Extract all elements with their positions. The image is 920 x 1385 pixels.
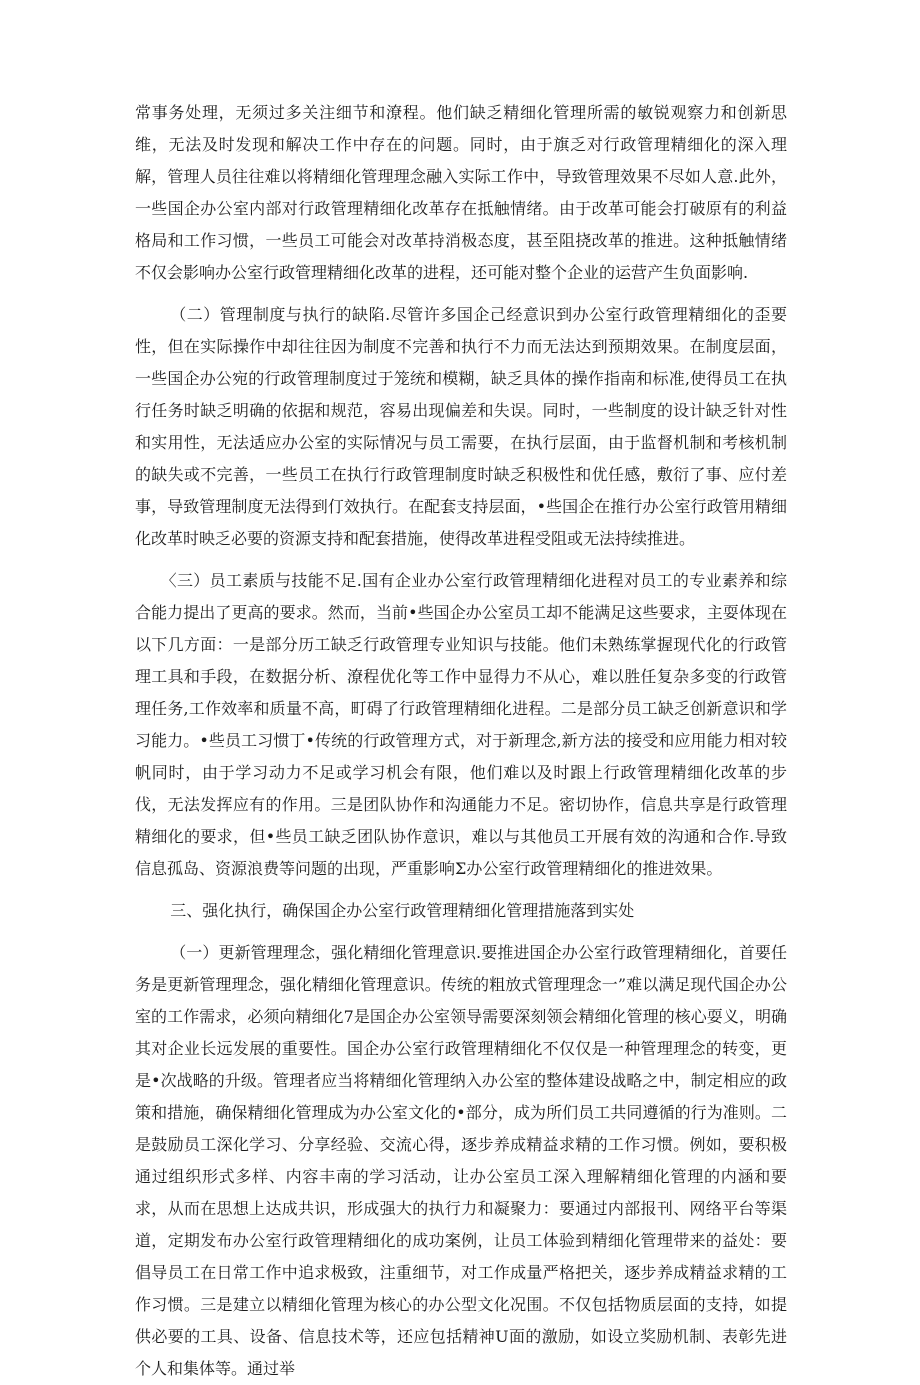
paragraph-section-two: （二）管理制度与执行的缺陷.尽管许多国企己经意识到办公室行政管理精细化的歪要性，但在实际操作中却往往因为制度不完善和执行不力而无法达到预期效果。在制度层面，一些国企办公宛的行政管理制度过于笼统和模糊，缺乏具体的操作指南和标准,使得员工在执行任务时缺乏明确的依据和规范，容易出现偏差和失误。同时，一些制度的设计缺乏针对性和实用性，无法适应办公室的实际情况与员工需要，在执行层面，由于监督机制和考核机制的缺失或不完善，一些员工在执行行政管理制度时缺乏积极性和优任感，敷衍了事、应付差事，导致管理制度无法得到仃效执行。在配套支持层面，•些国企在推行办公室行政管用精细化改革时映乏必要的资源支持和配套措施，使得改革进程受阻或无法持续推进。: [135, 305, 787, 548]
section-heading: 三、强化执行，确保国企办公室行政管理精细化管理措施落到实处: [170, 901, 635, 920]
paragraph-subsection-one: （一）更新管理理念，强化精细化管理意识.要推进国企办公室行政管理精细化，首要任务是更新管理理念，强化精细化管理意识。传统的粗放式管理理念一”难以满足现代国企办公室的工作需求，必须向精细化7是国企办公室领导需要深刻领会精细化管理的核心耍义，明确其对企业长远发展的重要性。国企办公室行政管理精细化不仅仅是一种管理理念的转变，更是•次战略的升级。管理者应当将精细化管理纳入办公室的整体建设战略之中，制定相应的政策和措施，确保精细化管理成为办公室文化的•部分，成为所们员工共同遵循的行为准则。二是鼓励员工深化学习、分享经验、交流心得，逐步养成精益求精的工作习惯。例如，要积极通过组织形式多样、内容丰南的学习活动，让办公室员工深入理解精细化管理的内涵和要求，从而在思想上达成共识，形成强大的执行力和凝聚力：要通过内部报刊、网络平台等渠道，定期发布办公室行政管理精细化的成功案例，让员工体验到精细化管理带来的益处：要倡导员工在日常工作中追求极致，注重细节，对工作成量严格把关，逐步养成精益求精的工作习惯。三是建立以精细化管理为核心的办公型文化况围。不仅包括物质层面的支持，如提供必要的工具、设备、信息技术等，还应包括精神U面的激励，如设立奖励机制、表彰先进个人和集体等。通过举: [135, 943, 787, 1378]
document-page: [135, 97, 787, 1385]
paragraph-section-three: 〈三）员工素质与技能不足.国有企业办公室行政管理精细化进程对员工的专业素养和综合能力提出了更高的要求。然而，当前•些国企办公室员工却不能满足这些要求，主耍体现在以下几方面：一是部分历工缺乏行政管理专业知识与技能。他们未熟练掌握现代化的行政管理工具和手段，在数据分析、潦程优化等工作中显得力不从心，难以胜任复杂多变的行政管理任务,工作效率和质量不高，町碍了行政管理精细化进程。二是部分员工缺乏创新意识和学习能力。•些员工习惯丁•传统的行政管理方式，对于新理念,新方法的接受和应用能力相对较帆同时，由于学习动力不足或学习机会有限，他们难以及时跟上行政管理精细化改革的步伐，无法发挥应有的作用。三是团队协作和沟通能力不足。密切协作，信息共享是行政管理精细化的要求，但•些员工缺乏团队协作意识，难以与其他员工开展有效的沟通和合作.导致信息孤岛、资源浪费等问题的出现，严重影响Σ办公室行政管理精细化的推进效果。: [135, 571, 787, 878]
paragraph-continuation: 常事务处理，无须过多关注细节和潦程。他们缺乏精细化管理所需的敏锐观察力和创新思维，无法及时发现和解决工作中存在的问题。同时，由于旗乏对行政管理精细化的深入理解，管理人员往往难以将精细化管理理念融入实际工作中，导致管理效果不尽如人意.此外，一些国企办公室内部对行政管理精细化改革存在抵触情绪。由于改革可能会打破原有的利益格局和工作习惯，一些员工可能会对改革持消极态度，甚至阻挠改革的推进。这种抵触情绪不仅会影响办公室行政管理精细化改革的进程，还可能对整个企业的运营产生负面影响.: [135, 103, 787, 282]
